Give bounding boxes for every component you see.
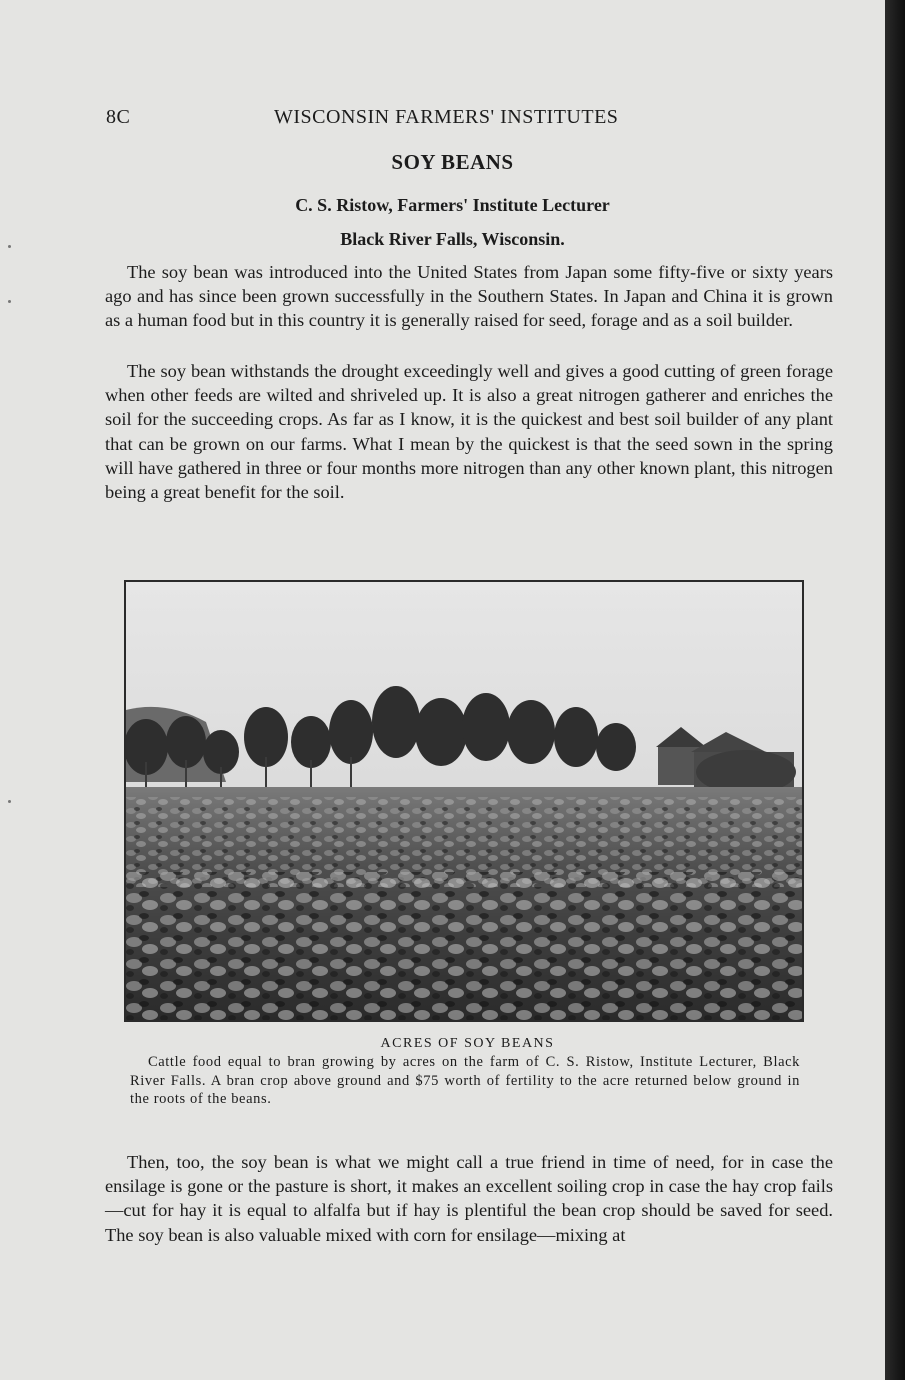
page-number: 8C	[106, 106, 131, 128]
running-title: WISCONSIN FARMERS' INSTITUTES	[274, 106, 619, 128]
article-title: SOY BEANS	[391, 150, 514, 174]
body-paragraph-1: The soy bean was introduced into the United States from Japan some fifty-five or sixty years ago and has since been grown successfully in the Southern States. In Japan and China it is grown as a human food but in this country it is generally raised for seed, forage and as a soil builder.	[105, 262, 833, 331]
scan-border	[885, 0, 905, 1380]
body-paragraph-2: The soy bean withstands the drought exceedingly well and gives a good cutting of green forage when other feeds are wilted and shriveled up. It is also a great nitrogen gatherer and enriches the soil for the succeeding crops. As far as I know, it is the quickest and best soil builder of any plant that can be grown on our farms. What I mean by the quickest is that the seed sown in the spring will have gathered in three or four months more nitrogen than any other known plant, this nitrogen being a great benefit for the soil.	[105, 361, 833, 503]
article-location: Black River Falls, Wisconsin.	[340, 229, 565, 249]
article-byline: C. S. Ristow, Farmers' Institute Lecturer	[295, 195, 610, 215]
body-paragraph-3: Then, too, the soy bean is what we might call a true friend in time of need, for in case the ensilage is gone or the pasture is short, it makes an excellent soiling crop in case the hay crop fails—cut for hay it is equal to alfalfa but if hay is plentiful the bean crop should be saved for seed. The soy bean is also valuable mixed with corn for ensilage—mixing at	[105, 1152, 833, 1245]
page-header	[106, 106, 826, 134]
scan-speck	[8, 245, 11, 248]
scan-speck	[8, 300, 11, 303]
soybean-field-photo	[124, 580, 804, 1022]
scan-speck	[8, 800, 11, 803]
figure-caption-title: ACRES OF SOY BEANS	[380, 1036, 555, 1051]
figure-caption-text: Cattle food equal to bran growing by acres on the farm of C. S. Ristow, Institute Lecturer, Black River Falls. A bran crop above ground and $75 worth of fertility to the acre returned below ground in the roots of the beans.	[130, 1054, 800, 1107]
